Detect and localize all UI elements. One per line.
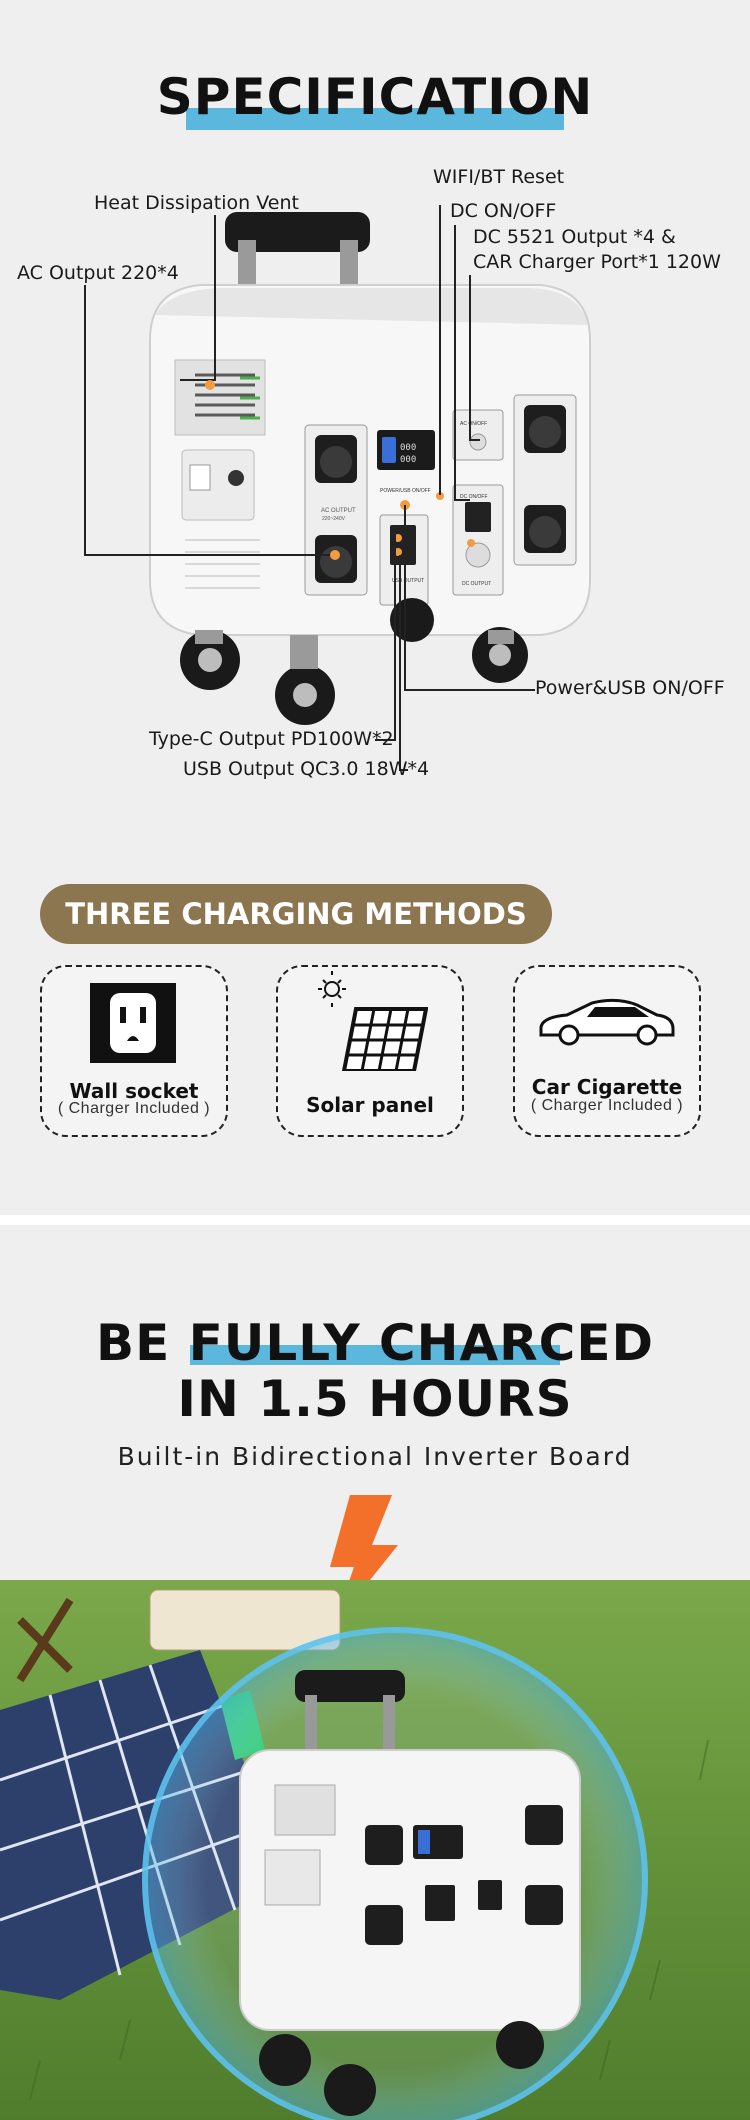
method-title: Car Cigarette bbox=[531, 1075, 683, 1099]
callout-ac-output: AC Output 220*4 bbox=[17, 262, 179, 284]
ac-voltage-label: 220~240V bbox=[322, 516, 345, 522]
spec-title: SPECIFICATION bbox=[156, 68, 594, 126]
method-card-wall bbox=[40, 965, 228, 1137]
wall-socket-icon bbox=[90, 983, 176, 1063]
charge-time-heading bbox=[0, 1315, 750, 1427]
dc-onoff-line bbox=[455, 225, 470, 500]
svg-text:000: 000 bbox=[400, 455, 417, 465]
section-divider bbox=[0, 1215, 750, 1225]
method-title: Solar panel bbox=[306, 1093, 434, 1117]
ac-onoff-label: AC ON/OFF bbox=[460, 421, 488, 427]
dc5521-line bbox=[470, 275, 480, 440]
method-sub: ( Charger Included ) bbox=[530, 1097, 684, 1114]
outdoor-product-photo bbox=[0, 1580, 750, 2120]
photo-scene bbox=[0, 1580, 750, 2120]
callout-power-usb: Power&USB ON/OFF bbox=[535, 677, 725, 699]
charge-subtitle: Built-in Bidirectional Inverter Board bbox=[117, 1442, 633, 1471]
callout-dc5521-line2: CAR Charger Port*1 120W bbox=[473, 251, 721, 273]
callout-dc5521-line1: DC 5521 Output *4 & bbox=[473, 226, 676, 248]
usb-output-label: USB OUTPUT bbox=[392, 578, 425, 584]
heading-line-2: IN 1.5 HOURS bbox=[177, 1370, 573, 1428]
callout-usb-output: USB Output QC3.0 18W*4 bbox=[183, 758, 430, 780]
callout-heat-vent: Heat Dissipation Vent bbox=[94, 192, 299, 214]
method-sub: ( Charger Included ) bbox=[57, 1100, 211, 1117]
dc-onoff-label: DC ON/OFF bbox=[460, 494, 488, 500]
power-onoff-label: POWER/USB ON/OFF bbox=[380, 488, 431, 494]
solar-panel-icon bbox=[318, 971, 428, 1071]
ac-output-label: AC OUTPUT bbox=[321, 508, 356, 514]
method-title: Wall socket bbox=[69, 1079, 199, 1103]
car-icon bbox=[537, 997, 677, 1047]
method-card-solar bbox=[276, 965, 464, 1137]
outdoor-table bbox=[150, 1590, 340, 1650]
charging-methods-title: THREE CHARGING METHODS bbox=[40, 884, 552, 944]
ac-output-line bbox=[85, 285, 340, 555]
typec-line bbox=[375, 530, 395, 740]
callout-typec: Type-C Output PD100W*2 bbox=[149, 728, 394, 750]
svg-text:000: 000 bbox=[400, 443, 417, 453]
callout-dc-onoff: DC ON/OFF bbox=[450, 200, 557, 222]
heat-vent-line bbox=[180, 215, 215, 380]
method-card-car bbox=[513, 965, 701, 1137]
power-usb-line bbox=[405, 505, 535, 690]
heading-line-1: BE FULLY CHARCED bbox=[95, 1314, 655, 1372]
callout-wifi-reset: WIFI/BT Reset bbox=[433, 166, 565, 188]
dc-output-label: DC OUTPUT bbox=[462, 581, 492, 587]
